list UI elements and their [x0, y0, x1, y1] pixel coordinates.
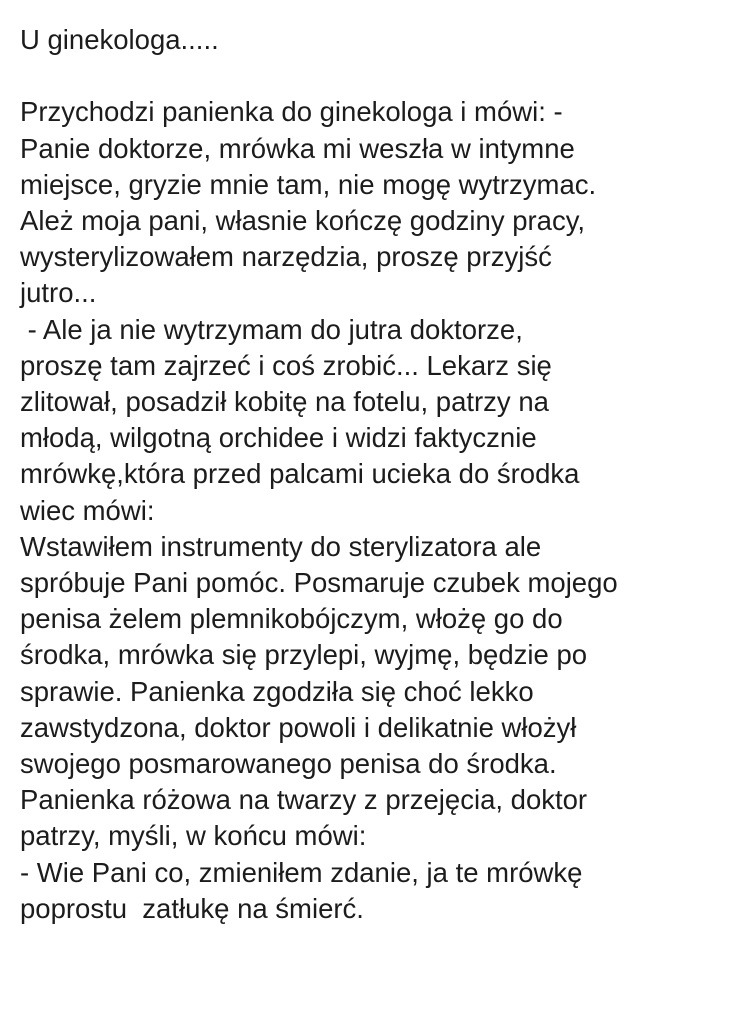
body-line: swojego posmarowanego penisa do środka.	[20, 748, 557, 780]
body-line: miejsce, gryzie mnie tam, nie mogę wytrzymac.	[20, 168, 597, 200]
body-line: jutro...	[20, 277, 97, 309]
body-line: Przychodzi panienka do ginekologa i mówi: -	[20, 96, 563, 128]
post-title: U ginekologa.....	[20, 24, 219, 55]
body-line: Panienka różowa na twarzy z przejęcia, doktor	[20, 784, 588, 816]
body-line: zlitował, posadził kobitę na fotelu, patrzy na	[20, 386, 549, 418]
body-line: - Wie Pani co, zmieniłem zdanie, ja te mrówkę	[20, 856, 583, 888]
body-line: młodą, wilgotną orchidee i widzi faktycznie	[20, 422, 537, 454]
body-line: Panie doktorze, mrówka mi weszła w intymne	[20, 132, 575, 164]
body-line: patrzy, myśli, w końcu mówi:	[20, 820, 367, 852]
body-line: spróbuje Pani pomóc. Posmaruje czubek mojego	[20, 567, 618, 599]
blank-line	[20, 58, 735, 94]
body-line: penisa żelem plemnikobójczym, włożę go do	[20, 603, 563, 635]
body-line: - Ale ja nie wytrzymam do jutra doktorze,	[20, 313, 523, 345]
body-line: wiec mówi:	[20, 494, 155, 526]
body-line: mrówkę,która przed palcami ucieka do środka	[20, 458, 580, 490]
body-line: proszę tam zajrzeć i coś zrobić... Lekarz się	[20, 349, 552, 381]
body-line: środka, mrówka się przylepi, wyjmę, będzie po	[20, 639, 588, 671]
body-line: Wstawiłem instrumenty do sterylizatora ale	[20, 530, 542, 562]
body-line: poprostu zatłukę na śmierć.	[20, 892, 364, 924]
body-line: Ależ moja pani, własnie kończę godziny pracy,	[20, 205, 586, 236]
post-body	[20, 94, 735, 927]
body-line: sprawie. Panienka zgodziła się choć lekko	[20, 675, 534, 707]
body-line: wysterylizowałem narzędzia, proszę przyjść	[20, 241, 552, 273]
post-text	[20, 22, 735, 927]
body-line: zawstydzona, doktor powoli i delikatnie włożył	[20, 711, 577, 743]
